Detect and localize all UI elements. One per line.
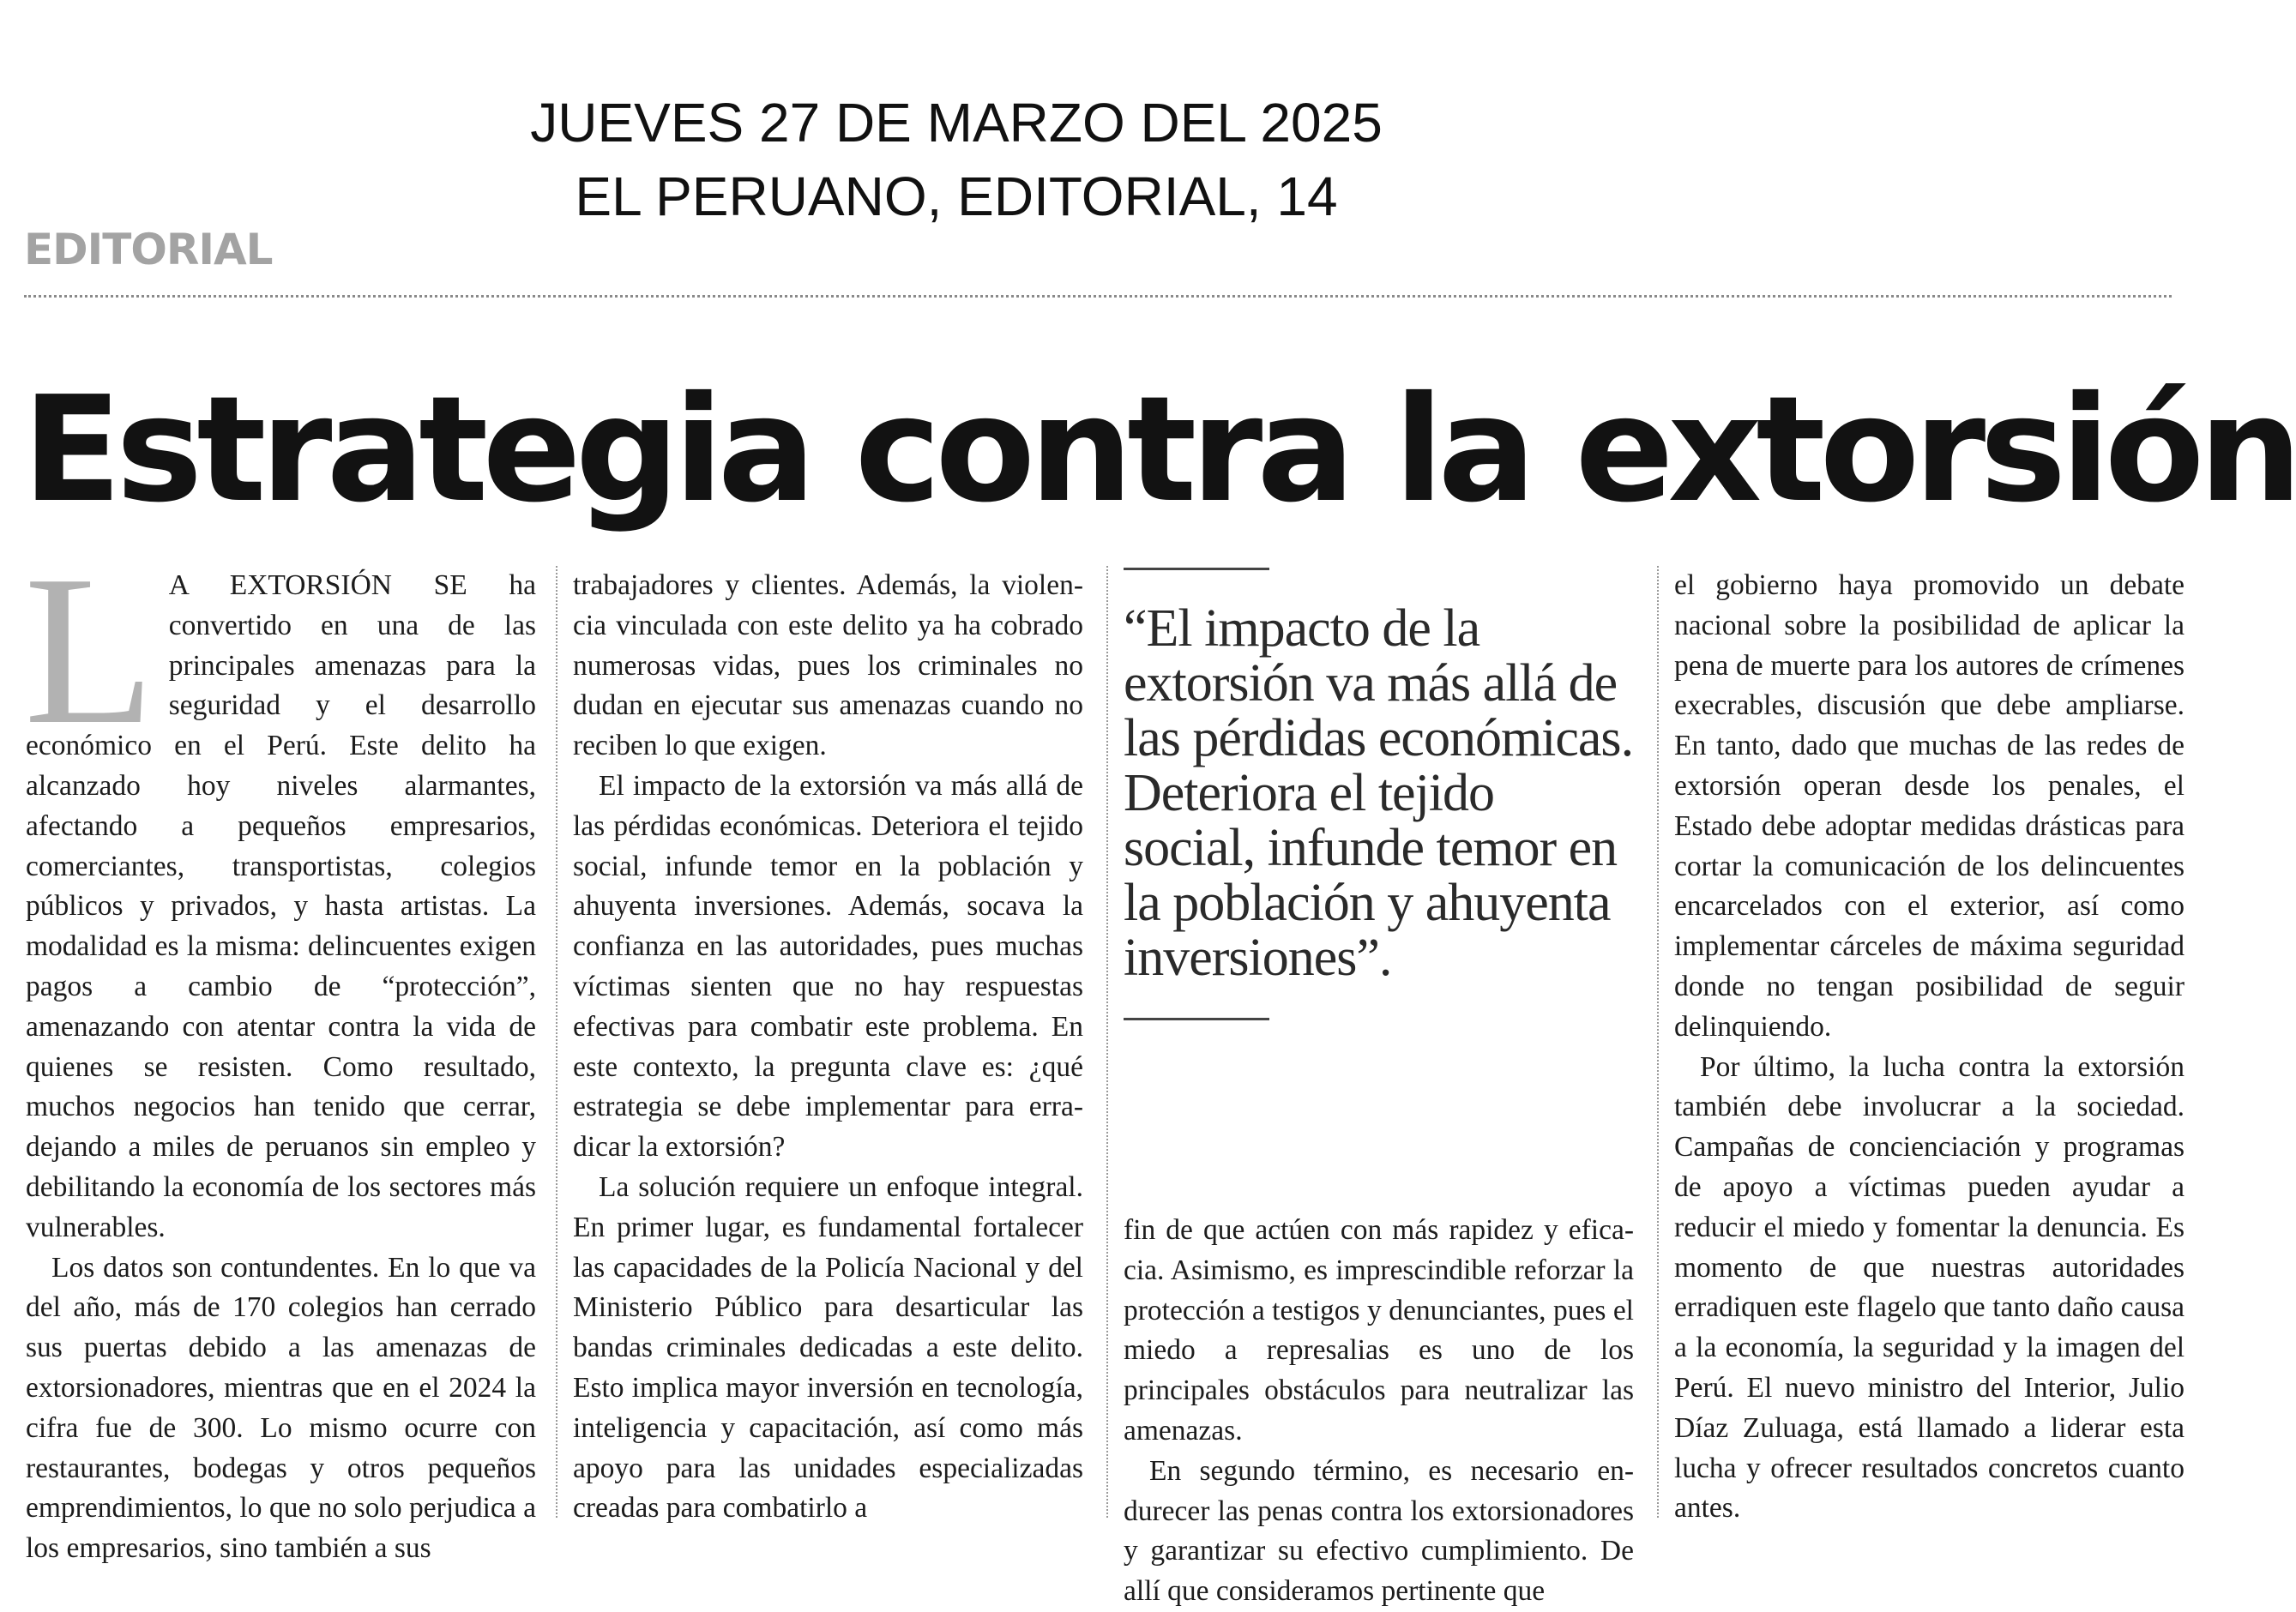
article-column-2: [573, 566, 1083, 1526]
article-column-4: [1674, 566, 2185, 1526]
paragraph-4-continued: fin de que actúen con más rapidez y eficacia. Asimismo, es imprescindible reforzar la protección a testigos y denunciantes, pues el miedo a represalias es uno de los principales obstáculos para neutralizar las amenazas.: [1124, 1214, 1634, 1447]
paragraph-4: La solución requiere un enfoque integral. En primer lugar, es fundamental fortalecer las capacidades de la Policía Nacional y del Ministerio Público para desarticular las bandas criminales dedicadas a este delito. Esto implica mayor inversión en tecnología, inteligencia y capacitación, así como más apoyo para las unidades especializadas creadas para combatirlo a: [573, 1170, 1083, 1525]
dotted-divider: [24, 295, 2172, 298]
paragraph-2-continued: trabajadores y clientes. Además, la violencia vinculada con este delito ya ha cobrado numerosas vidas, pues los criminales no dudan en ejecutar sus amenazas cuando no reciben lo que exigen.: [573, 569, 1083, 762]
headline: Estrategia contra la extorsión: [22, 365, 2296, 535]
pull-quote-bottom-rule: [1124, 1018, 1269, 1020]
paragraph-5: En segundo término, es necesario endurecer las penas contra los extorsionadores y garantizar su efectivo cumplimiento. De allí que consideramos pertinente que: [1124, 1454, 1634, 1608]
column-separator: [556, 566, 557, 1518]
paragraph-2: Los datos son contundentes. En lo que va del año, más de 170 colegios han cerrado sus puertas debido a las amenazas de extorsionadores, mientras que en el 2024 la cifra fue de 300. Lo mismo ocurre con restaurantes, bodegas y otros pequeños emprendimientos, lo que no solo perjudica a los empresarios, sino también a sus: [26, 1251, 536, 1565]
pull-quote-top-rule: [1124, 568, 1269, 570]
article-column-3: [1124, 1211, 1634, 1612]
paragraph-6: Por último, la lucha contra la extorsión también debe involucrar a la sociedad. Campañas de concienciación y programas de apoyo a víctimas pueden ayudar a reducir el miedo y fomentar la denuncia. Es momento de que nuestras autoridades erradiquen este flagelo que tanto daño causa a la economía, la seguridad y la imagen del Perú. El nuevo ministro del Interior, Julio Díaz Zuluaga, está llamado a liderar esta lucha y ofrecer resultados concretos cuanto antes.: [1674, 1050, 2185, 1525]
paragraph-3: El impacto de la extorsión va más allá de las pérdidas económicas. Deteriora el tejido social, infunde temor en la población y ahuyenta inversiones. Además, socava la confianza en las autoridades, pues muchas víctimas sienten que no hay respuestas efectivas para combatir este problema. En este contexto, la pregunta clave es: ¿qué estrategia se debe implementar para erradicar la extorsión?: [573, 769, 1083, 1164]
date-line: JUEVES 27 DE MARZO DEL 2025: [530, 92, 1383, 153]
drop-cap: L: [24, 532, 155, 769]
publication-header: [0, 86, 1913, 233]
column-separator: [1657, 566, 1659, 1518]
article-column-1: [24, 532, 536, 1565]
column-separator: [1106, 566, 1108, 1518]
pull-quote-text: “El impacto de la extorsión va más allá de las pérdidas económicas. Deteriora el tejido social, infunde temor en la población y ahuyenta inversiones”.: [1124, 599, 1634, 987]
section-label: EDITORIAL: [24, 225, 273, 274]
lead-paragraph: A EXTORSIÓN SE ha convertido en una de las principales amenazas para la seguridad y el desarrollo económico en el Perú. Este delito ha alcanzado hoy niveles alarmantes, afectando a pequeños empresarios, comerciantes, transportistas, colegios públicos y privados, y hasta artistas. La modalidad es la misma: delincuentes exigen pagos a cambio de “protección”, amenazando con atentar contra la vida de quienes se resisten. Como resultado, muchos negocios han tenido que cerrar, dejando a miles de peruanos sin empleo y debilitando la economía de los sectores más vulnerables.: [26, 569, 536, 1243]
pull-quote: [1124, 568, 1634, 1020]
paragraph-5-continued: el gobierno haya promovido un debate nacional sobre la posibilidad de aplicar la pena de muerte para los autores de crímenes execrables, discusión que debe ampliarse. En tanto, dado que muchas de las redes de extorsión operan desde los penales, el Estado debe adoptar medidas drásticas para cortar la comunicación de los delincuentes encarcelados con el exterior, así como implementar cárceles de máxima seguridad donde no tengan posibilidad de seguir delinquiendo.: [1674, 569, 2185, 1043]
source-line: EL PERUANO, EDITORIAL, 14: [575, 165, 1338, 227]
